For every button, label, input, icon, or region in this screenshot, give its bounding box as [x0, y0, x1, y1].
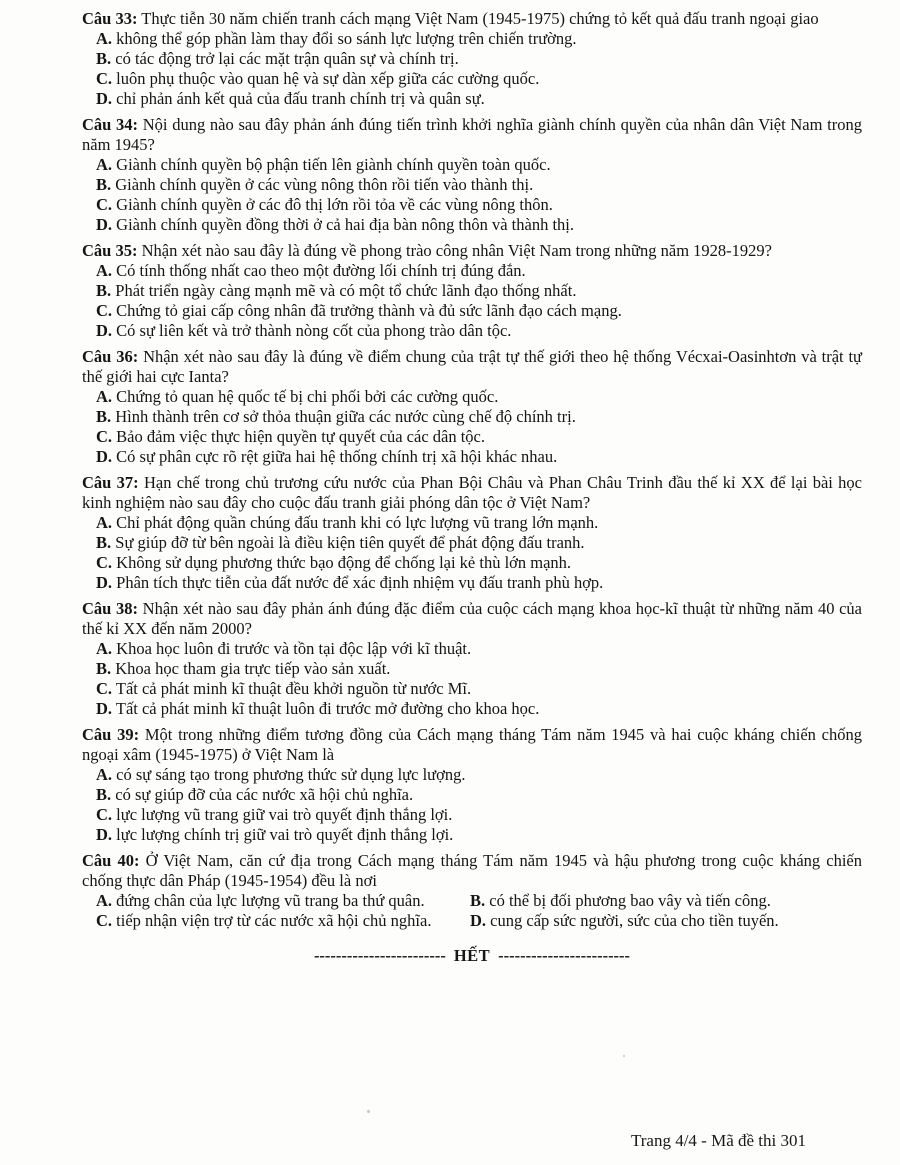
option-c — [82, 805, 862, 825]
option-letter: B. — [96, 785, 112, 804]
option-text: lực lượng chính trị giữ vai trò quyết định thắng lợi. — [116, 825, 454, 844]
option-text: Khoa học tham gia trực tiếp vào sản xuất. — [115, 659, 391, 678]
option-text: Khoa học luôn đi trước và tồn tại độc lập với kĩ thuật. — [116, 639, 472, 658]
option-c — [82, 679, 862, 699]
question-text: Hạn chế trong chủ trương cứu nước của Phan Bội Châu và Phan Châu Trinh đầu thế kỉ XX để lại bài học kinh nghiệm nào sau đây cho cuộc đấu tranh giải phóng dân tộc ở Việt Nam? — [82, 473, 862, 512]
question-40 — [82, 851, 862, 931]
question-text: Nhận xét nào sau đây phản ánh đúng đặc điểm của cuộc cách mạng khoa học-kĩ thuật từ những năm 40 của thế kỉ XX đến năm 2000? — [82, 599, 863, 638]
option-text: có sự giúp đỡ của các nước xã hội chủ nghĩa. — [115, 785, 414, 804]
question-number: Câu 39: — [82, 725, 140, 744]
option-a — [82, 261, 862, 281]
question-text: Thực tiễn 30 năm chiến tranh cách mạng Việt Nam (1945-1975) chứng tỏ kết quả đấu tranh ngoại giao — [141, 9, 819, 28]
question-stem — [82, 599, 862, 639]
question-text: Nhận xét nào sau đây là đúng về điểm chung của trật tự thế giới theo hệ thống Vécxai-Oasinhtơn và trật tự thế giới hai cực Ianta? — [82, 347, 863, 386]
option-text: Giành chính quyền bộ phận tiến lên giành chính quyền toàn quốc. — [116, 155, 551, 174]
options-list — [82, 765, 862, 845]
question-number: Câu 40: — [82, 851, 140, 870]
option-text: có sự sáng tạo trong phương thức sử dụng lực lượng. — [116, 765, 466, 784]
option-letter: A. — [96, 639, 113, 658]
option-letter: D. — [470, 911, 487, 930]
options-list — [82, 261, 862, 341]
option-c — [82, 69, 862, 89]
option-text: Chứng tỏ quan hệ quốc tế bị chi phối bởi các cường quốc. — [116, 387, 499, 406]
option-b — [82, 281, 862, 301]
option-letter: C. — [96, 301, 113, 320]
option-text: cung cấp sức người, sức của cho tiền tuyến. — [490, 911, 779, 930]
option-letter: C. — [96, 911, 113, 930]
option-letter: D. — [96, 215, 113, 234]
options-list — [82, 387, 862, 467]
option-text: Giành chính quyền ở các đô thị lớn rồi tỏa về các vùng nông thôn. — [116, 195, 553, 214]
option-a — [82, 387, 862, 407]
option-letter: C. — [96, 679, 113, 698]
question-text: Nội dung nào sau đây phản ánh đúng tiến trình khởi nghĩa giành chính quyền của nhân dân Việt Nam trong năm 1945? — [82, 115, 862, 154]
option-text: không thể góp phần làm thay đổi so sánh lực lượng trên chiến trường. — [116, 29, 577, 48]
option-letter: C. — [96, 69, 113, 88]
question-number: Câu 35: — [82, 241, 138, 260]
option-a — [82, 29, 862, 49]
option-text: Có tính thống nhất cao theo một đường lối chính trị đúng đắn. — [116, 261, 526, 280]
option-c — [82, 195, 862, 215]
option-d — [82, 215, 862, 235]
question-stem — [82, 851, 862, 891]
option-c — [82, 553, 862, 573]
option-text: Không sử dụng phương thức bạo động để chống lại kẻ thù lớn mạnh. — [116, 553, 572, 572]
option-d — [82, 699, 862, 719]
option-c — [96, 911, 470, 931]
question-number: Câu 38: — [82, 599, 138, 618]
option-letter: C. — [96, 805, 113, 824]
option-letter: D. — [96, 699, 113, 718]
option-b — [82, 49, 862, 69]
option-d — [470, 911, 862, 931]
option-a — [82, 513, 862, 533]
options-list — [82, 639, 862, 719]
question-text: Ở Việt Nam, căn cứ địa trong Cách mạng tháng Tám năm 1945 và hậu phương trong cuộc kháng chiến chống thực dân Pháp (1945-1954) đều là nơi — [82, 851, 862, 890]
option-text: luôn phụ thuộc vào quan hệ và sự dàn xếp giữa các cường quốc. — [116, 69, 540, 88]
option-letter: C. — [96, 553, 113, 572]
options-two-column — [82, 891, 862, 931]
option-a — [82, 765, 862, 785]
option-letter: B. — [96, 175, 112, 194]
option-letter: A. — [96, 387, 113, 406]
option-letter: A. — [96, 513, 113, 532]
option-text: Giành chính quyền ở các vùng nông thôn rồi tiến vào thành thị. — [115, 175, 534, 194]
option-letter: A. — [96, 891, 113, 910]
question-35 — [82, 241, 862, 341]
option-text: Giành chính quyền đồng thời ở cả hai địa bàn nông thôn và thành thị. — [116, 215, 574, 234]
option-text: Phát triển ngày càng mạnh mẽ và có một tổ chức lãnh đạo thống nhất. — [115, 281, 577, 300]
option-text: Bảo đảm việc thực hiện quyền tự quyết của các dân tộc. — [116, 427, 486, 446]
option-letter: D. — [96, 825, 113, 844]
end-label: HẾT — [453, 946, 491, 965]
option-b — [470, 891, 862, 911]
option-letter: A. — [96, 765, 113, 784]
option-letter: C. — [96, 195, 113, 214]
scan-speck — [367, 1110, 370, 1113]
question-stem — [82, 241, 862, 261]
option-letter: B. — [96, 49, 112, 68]
option-text: Phân tích thực tiễn của đất nước để xác định nhiệm vụ đấu tranh phù hợp. — [116, 573, 604, 592]
question-39 — [82, 725, 862, 845]
option-d — [82, 825, 862, 845]
question-text: Một trong những điểm tương đồng của Cách mạng tháng Tám năm 1945 và hai cuộc kháng chiến chống ngoại xâm (1945-1975) ở Việt Nam là — [82, 725, 862, 764]
question-stem — [82, 347, 862, 387]
question-33 — [82, 9, 862, 109]
option-text: chỉ phản ánh kết quả của đấu tranh chính trị và quân sự. — [116, 89, 485, 108]
question-37 — [82, 473, 862, 593]
options-list — [82, 29, 862, 109]
scan-speck — [623, 1055, 625, 1057]
options-list — [82, 513, 862, 593]
option-letter: A. — [96, 261, 113, 280]
question-stem — [82, 473, 862, 513]
divider-dashes-left: ------------------------ — [313, 946, 446, 965]
option-letter: A. — [96, 155, 113, 174]
option-text: Chứng tỏ giai cấp công nhân đã trưởng thành và đủ sức lãnh đạo cách mạng. — [116, 301, 622, 320]
question-number: Câu 37: — [82, 473, 139, 492]
exam-content — [82, 9, 862, 966]
divider-dashes-right: ------------------------ — [498, 946, 631, 965]
question-stem — [82, 115, 862, 155]
question-stem — [82, 725, 862, 765]
option-a — [82, 155, 862, 175]
page-footer: Trang 4/4 - Mã đề thi 301 — [630, 1131, 806, 1150]
option-b — [82, 533, 862, 553]
option-letter: B. — [96, 407, 112, 426]
question-number: Câu 36: — [82, 347, 139, 366]
option-letter: C. — [96, 427, 113, 446]
option-letter: B. — [96, 281, 112, 300]
option-text: Sự giúp đỡ từ bên ngoài là điều kiện tiên quyết để phát động đấu tranh. — [115, 533, 585, 552]
option-d — [82, 321, 862, 341]
option-letter: D. — [96, 573, 113, 592]
option-text: tiếp nhận viện trợ từ các nước xã hội chủ nghĩa. — [116, 911, 432, 930]
option-a — [96, 891, 470, 911]
option-d — [82, 89, 862, 109]
option-text: lực lượng vũ trang giữ vai trò quyết định thắng lợi. — [116, 805, 453, 824]
option-text: có thể bị đối phương bao vây và tiến công. — [489, 891, 771, 910]
option-text: Chỉ phát động quần chúng đấu tranh khi có lực lượng vũ trang lớn mạnh. — [116, 513, 599, 532]
option-d — [82, 573, 862, 593]
option-b — [82, 175, 862, 195]
question-38 — [82, 599, 862, 719]
option-text: có tác động trở lại các mặt trận quân sự và chính trị. — [115, 49, 459, 68]
option-b — [82, 785, 862, 805]
option-d — [82, 447, 862, 467]
option-letter: B. — [96, 659, 112, 678]
option-text: Có sự phân cực rõ rệt giữa hai hệ thống chính trị xã hội khác nhau. — [116, 447, 558, 466]
option-b — [82, 659, 862, 679]
option-text: Tất cả phát minh kĩ thuật đều khởi nguồn từ nước Mĩ. — [115, 679, 472, 698]
end-of-exam-divider — [82, 946, 862, 966]
question-36 — [82, 347, 862, 467]
question-number: Câu 34: — [82, 115, 139, 134]
option-a — [82, 639, 862, 659]
question-number: Câu 33: — [82, 9, 138, 28]
option-letter: B. — [96, 533, 112, 552]
question-stem — [82, 9, 862, 29]
option-letter: A. — [96, 29, 113, 48]
option-b — [82, 407, 862, 427]
option-letter: D. — [96, 321, 113, 340]
option-text: Tất cả phát minh kĩ thuật luôn đi trước mở đường cho khoa học. — [115, 699, 540, 718]
option-text: đứng chân của lực lượng vũ trang ba thứ quân. — [116, 891, 425, 910]
option-c — [82, 301, 862, 321]
option-text: Có sự liên kết và trở thành nòng cốt của phong trào dân tộc. — [116, 321, 512, 340]
question-34 — [82, 115, 862, 235]
option-c — [82, 427, 862, 447]
options-list — [82, 155, 862, 235]
option-letter: D. — [96, 89, 113, 108]
question-text: Nhận xét nào sau đây là đúng về phong trào công nhân Việt Nam trong những năm 1928-1929? — [141, 241, 772, 260]
option-text: Hình thành trên cơ sở thỏa thuận giữa các nước cùng chế độ chính trị. — [115, 407, 576, 426]
option-letter: D. — [96, 447, 113, 466]
option-letter: B. — [470, 891, 486, 910]
